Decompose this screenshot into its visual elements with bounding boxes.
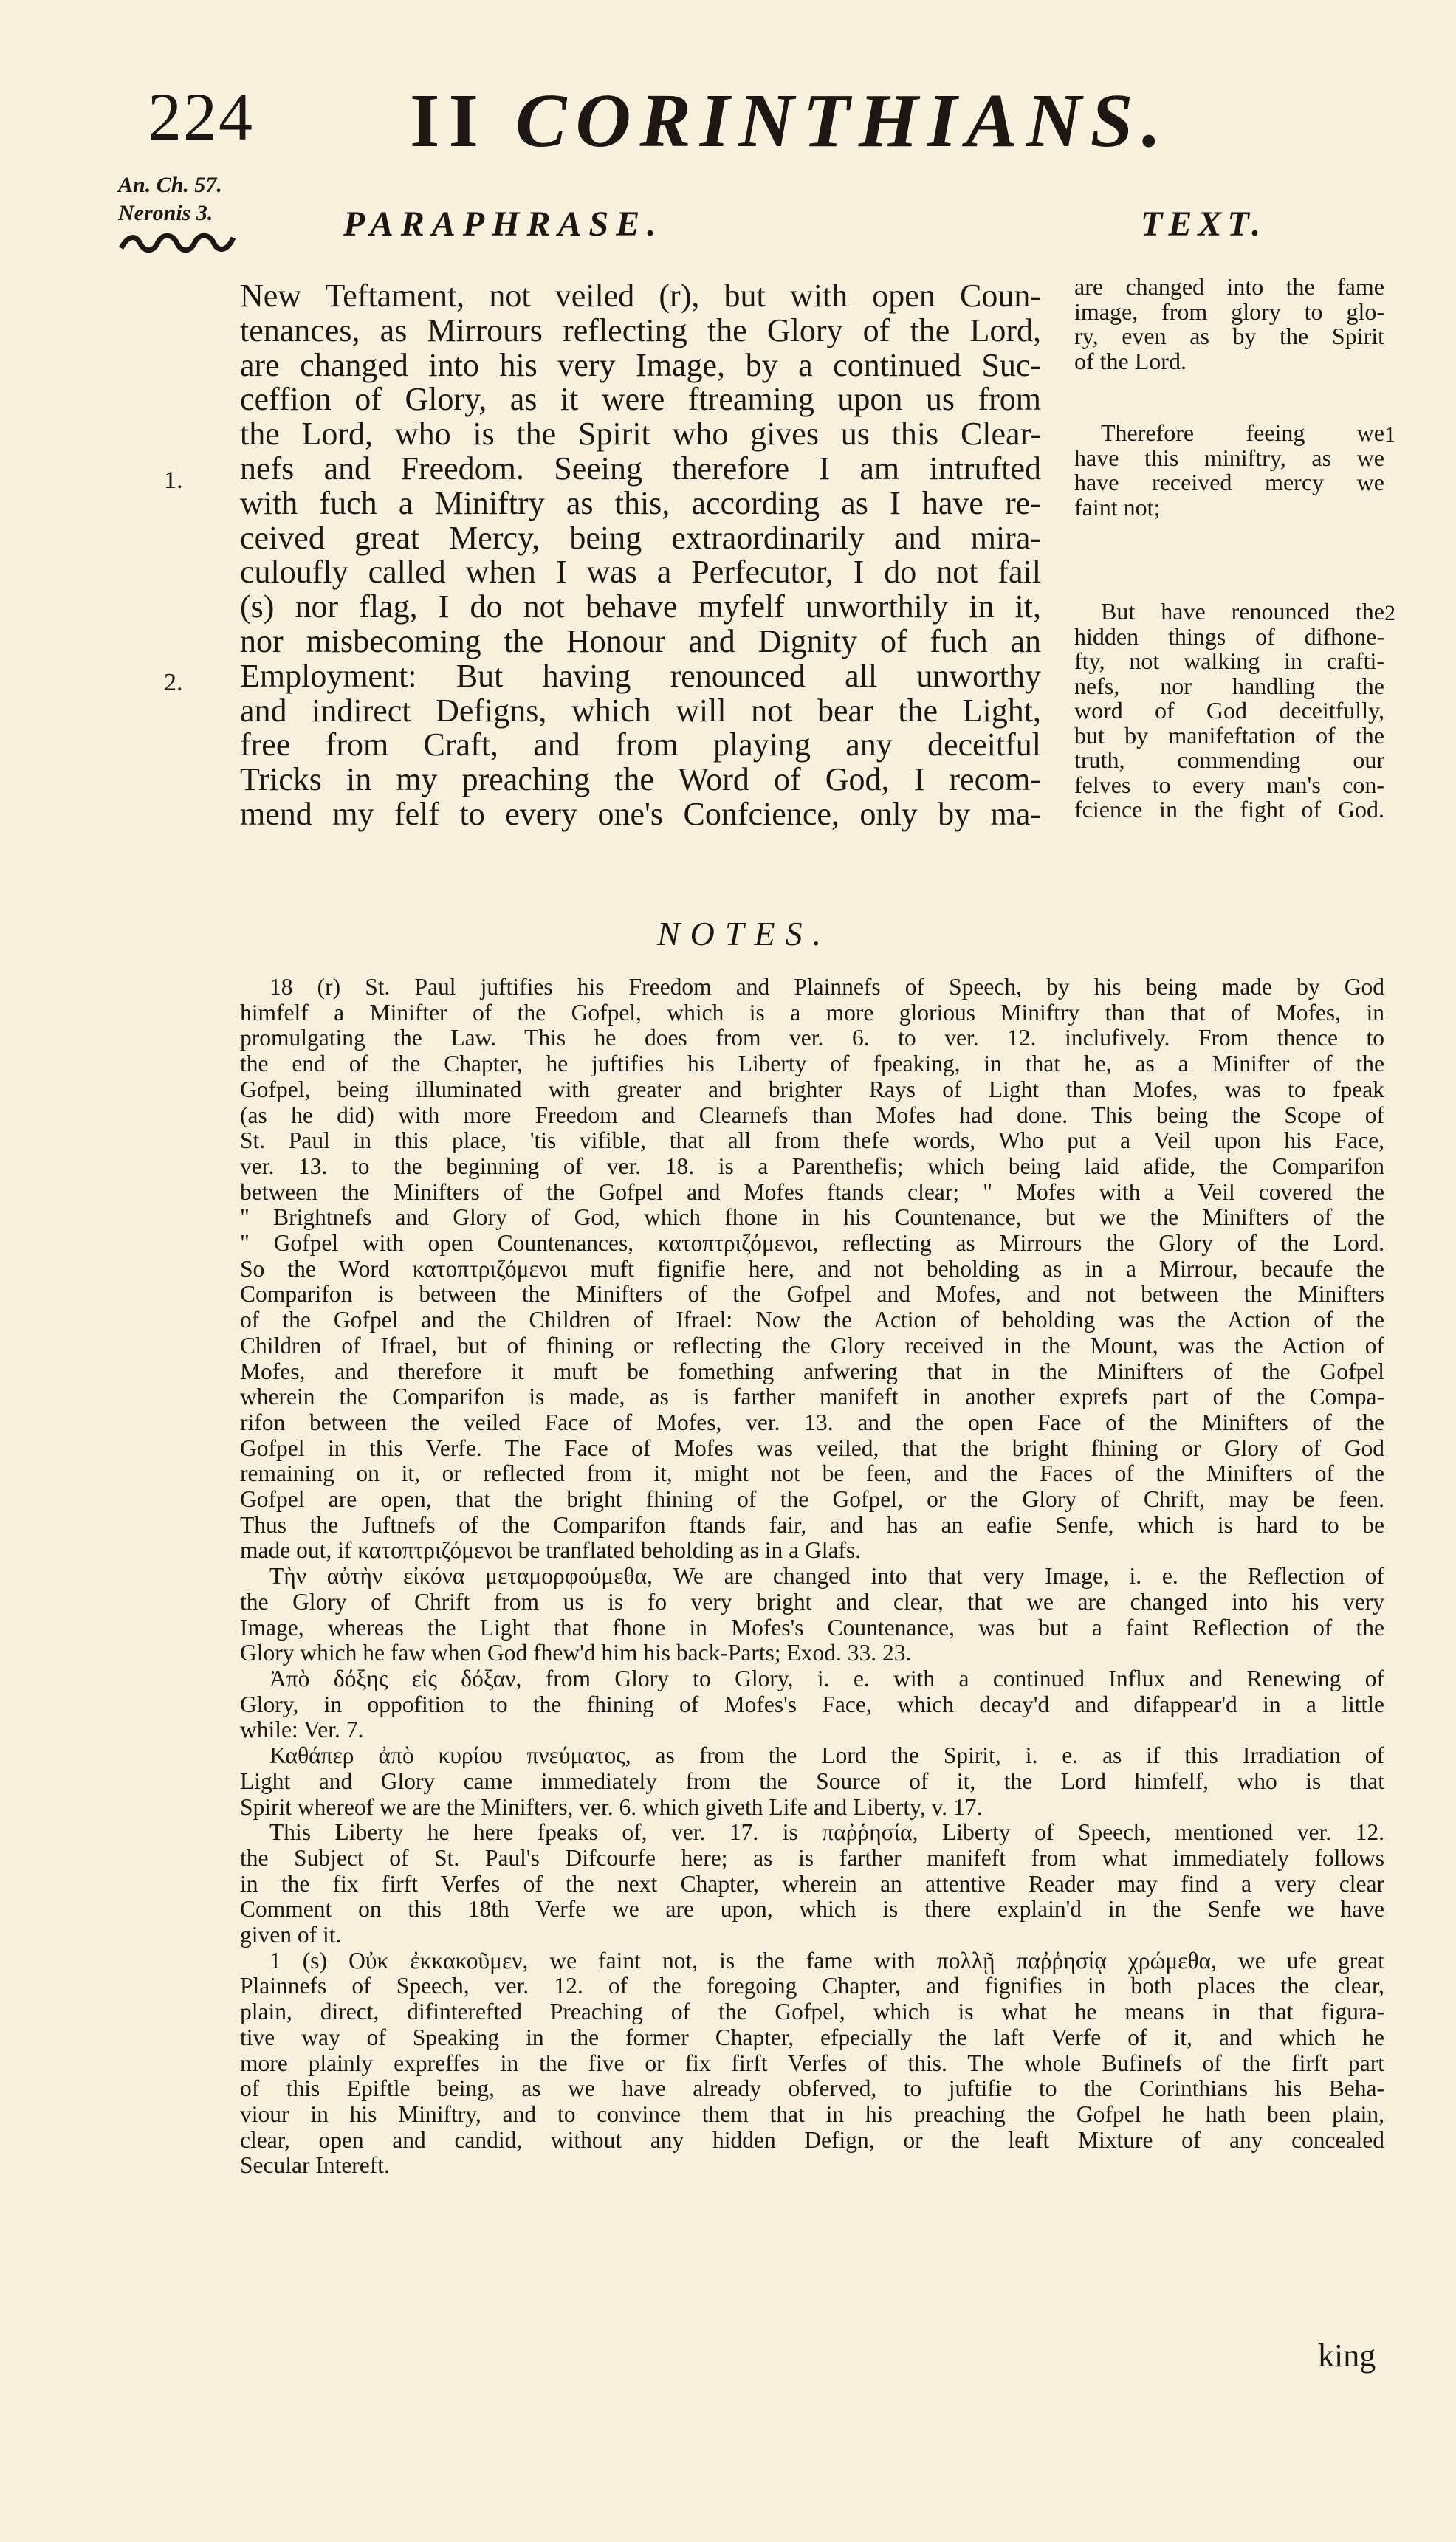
text-line: word of God deceitfully,: [1074, 697, 1384, 724]
text-line: hidden things of difhone-: [1074, 622, 1384, 650]
text-line: are changed into the fame: [1074, 273, 1384, 300]
notes-line: himfelf a Minifter of the Gofpel, which is a more glorious Miniftry than that of Mofes, in: [240, 999, 1384, 1026]
notes-line: St. Paul in this place, 'tis vifible, that all from thefe words, Who put a Veil upon his Face,: [240, 1127, 1384, 1154]
notes-line: between the Minifters of the Gofpel and Mofes ftands clear; " Mofes with a Veil covered the: [240, 1178, 1384, 1205]
notes-line: Light and Glory came immediately from the Source of it, the Lord himfelf, who is that: [240, 1768, 1384, 1794]
text-block: [1074, 275, 1384, 374]
notes-line: Spirit whereof we are the Minifters, ver. 6. which giveth Life and Liberty, v. 17.: [240, 1793, 983, 1820]
notes-line: the Glory of Chrift from us is fo very bright and clear, that we are changed into his very: [240, 1588, 1384, 1615]
text-line: of the Lord.: [1074, 347, 1187, 374]
notes-line: ver. 13. to the beginning of ver. 18. is a Parenthefis; which being laid afide, the Comparifon: [240, 1153, 1384, 1179]
notes-line: tive way of Speaking in the former Chapter, efpecially the laft Verfe of it, and which he: [240, 2024, 1384, 2050]
notes-line: " Brightnefs and Glory of God, which fhone in his Countenance, but we the Minifters of the: [240, 1204, 1384, 1231]
text-line: have this miniftry, as we: [1074, 444, 1384, 471]
paraphrase-line: mend my felf to every one's Confcience, only by ma-: [240, 795, 1041, 832]
paraphrase-line: ceived great Mercy, being extraordinarily and mira-: [240, 519, 1041, 556]
page-title: [410, 78, 1170, 163]
paraphrase-line: free from Craft, and from playing any deceitful: [240, 726, 1041, 763]
notes-line: Mofes, and therefore it muft be fomething anfwering that in the Minifters of the Gofpel: [240, 1358, 1384, 1384]
notes-body: [240, 975, 1384, 2179]
notes-line: Children of Ifrael, but of fhining or reflecting the Glory received in the Mount, was the Action of: [240, 1332, 1384, 1358]
text-line: fcience in the fight of God.: [1074, 796, 1384, 822]
notes-line: Τὴν αὐτὴν εἰκόνα μεταμορφούμεθα, We are changed into that very Image, i. e. the Reflection of: [269, 1563, 1384, 1590]
notes-line: more plainly expreffes in the five or fix firft Verfes of this. The whole Bufinefs of the firft part: [240, 2050, 1384, 2076]
paraphrase-line: culoufly called when I was a Perfecutor, I do not fail: [240, 554, 1041, 591]
notes-line: Gofpel, being illuminated with greater and brighter Rays of Light than Mofes, was to fpeak: [240, 1076, 1384, 1102]
paraphrase-line: (s) nor flag, I do not behave myfelf unworthily in it,: [240, 588, 1041, 625]
notes-line: viour in his Miniftry, and to convince them that in his preaching the Gofpel he hath been plain,: [240, 2100, 1384, 2127]
notes-line: promulgating the Law. This he does from ver. 6. to ver. 12. inclufively. From thence to: [240, 1025, 1384, 1051]
text-line: have received mercy we: [1074, 469, 1384, 495]
notes-line: Comparifon is between the Minifters of the Gofpel and Mofes, and not between the Minifters: [240, 1281, 1384, 1308]
notes-heading: NOTES.: [657, 915, 832, 952]
notes-line: " Gofpel with open Countenances, κατοπτριζόμενοι, reflecting as Mirrours the Glory of the Lord.: [240, 1230, 1384, 1257]
catchword: king: [1318, 2337, 1376, 2374]
text-line: faint not;: [1074, 493, 1161, 521]
notes-line: (as he did) with more Freedom and Clearnefs than Mofes had done. This being the Scope of: [240, 1102, 1384, 1128]
column-head-text: TEXT.: [1141, 205, 1267, 244]
text-line: nefs, nor handling the: [1074, 672, 1384, 699]
notes-line: clear, open and candid, without any hidden Defign, or the leaft Mixture of any concealed: [240, 2126, 1384, 2153]
text-line: truth, commending our: [1074, 746, 1384, 773]
text-line: ry, even as by the Spirit: [1074, 323, 1384, 349]
notes-line: Image, whereas the Light that fhone in Mofes's Countenance, was but a faint Reflection of the: [240, 1614, 1384, 1641]
text-verse-number: 2: [1384, 601, 1395, 625]
notes-line: Καθάπερ ἀπὸ κυρίου πνεύματος, as from the Lord the Spirit, i. e. as if this Irradiation of: [269, 1742, 1384, 1769]
margin-date-line: An. Ch. 57.: [118, 173, 222, 197]
paraphrase-line: New Teftament, not veiled (r), but with open Coun-: [240, 278, 1041, 314]
text-block: [1074, 421, 1384, 520]
notes-line: Secular Intereft.: [240, 2152, 390, 2179]
notes-line: Gofpel in this Verfe. The Face of Mofes was veiled, that the bright fhining or Glory of God: [240, 1435, 1384, 1461]
notes-line: of this Epiftle being, as we have already obferved, to juftifie to the Corinthians his Beha-: [240, 2075, 1384, 2102]
notes-line: 18 (r) St. Paul juftifies his Freedom and Plainnefs of Speech, by his being made by God: [269, 974, 1384, 1000]
notes-line: remaining on it, or reflected from it, might not be feen, and the Faces of the Minifters of the: [240, 1460, 1384, 1487]
margin-date-line: Neronis 3.: [118, 201, 213, 225]
paraphrase-line: nor misbecoming the Honour and Dignity of fuch an: [240, 622, 1041, 659]
notes-line: made out, if κατοπτριζόμενοι be tranflated beholding as in a Glafs.: [240, 1537, 862, 1564]
paraphrase-line: with fuch a Miniftry as this, according as I have re-: [240, 484, 1041, 521]
paraphrase-line: the Lord, who is the Spirit who gives us this Clear-: [240, 416, 1041, 453]
margin-date: [118, 171, 222, 227]
page-number: 224: [148, 79, 254, 154]
paraphrase-verse-number: 2.: [164, 669, 183, 696]
notes-line: of the Gofpel and the Children of Ifrael: Now the Action of beholding was the Action of the: [240, 1307, 1384, 1333]
paraphrase-line: tenances, as Mirrours reflecting the Glory of the Lord,: [240, 312, 1041, 348]
paraphrase-line: and indirect Defigns, which will not bear the Light,: [240, 692, 1041, 729]
text-line: but by manifeftation of the: [1074, 721, 1384, 749]
notes-line: plain, direct, difinterefted Preaching of the Gofpel, which is what he means in that figura-: [240, 1999, 1384, 2025]
paraphrase-line: nefs and Freedom. Seeing therefore I am intrufted: [240, 450, 1041, 487]
notes-line: the end of the Chapter, he juftifies his Liberty of fpeaking, in that he, as a Minifter of the: [240, 1051, 1384, 1077]
notes-line: the Subject of St. Paul's Difcourfe here; as is farther manifeft from what immediately follows: [240, 1844, 1384, 1871]
notes-line: Gofpel are open, that the bright fhining of the Gofpel, or the Glory of Chrift, may be feen.: [240, 1486, 1384, 1513]
notes-line: Glory which he faw when God fhew'd him his back-Parts; Exod. 33. 23.: [240, 1640, 912, 1666]
text-line: But have renounced the: [1101, 598, 1384, 625]
paraphrase-line: ceffion of Glory, as it were ftreaming upon us from: [240, 381, 1041, 418]
notes-line: Ἀπὸ δόξης εἰς δόξαν, from Glory to Glory, i. e. with a continued Influx and Renewing of: [269, 1665, 1384, 1691]
text-line: image, from glory to glo-: [1074, 298, 1384, 325]
notes-line: Thus the Juftnefs of the Comparifon ftands fair, and has an eafie Senfe, which is hard to be: [240, 1511, 1384, 1538]
text-line: felves to every man's con-: [1074, 771, 1384, 798]
notes-line: This Liberty he here fpeaks of, ver. 17. is παῤῥησία, Liberty of Speech, mentioned ver. 12.: [269, 1819, 1384, 1846]
title-main: CORINTHIANS.: [515, 78, 1170, 163]
paraphrase-body: [240, 279, 1041, 832]
title-roman: II: [410, 78, 487, 163]
notes-line: 1 (s) Οὐκ ἐκκακοῦμεν, we faint not, is the fame with πολλῇ παῤῥησίᾳ χρώμεθα, we ufe great: [269, 1947, 1384, 1974]
text-verse-number: 1: [1384, 422, 1395, 447]
text-line: fty, not walking in crafti-: [1074, 647, 1384, 674]
notes-line: So the Word κατοπτριζόμενοι muft fignifie here, and not beholding as in a Mirrour, becaufe the: [240, 1255, 1384, 1282]
notes-line: wherein the Comparifon is made, as is farther manifeft in another exprefs part of the Compa-: [240, 1384, 1384, 1410]
ornament-icon: [118, 232, 236, 254]
notes-line: Comment on this 18th Verfe we are upon, which is there explain'd in the Senfe we have: [240, 1896, 1384, 1923]
paraphrase-line: are changed into his very Image, by a continued Suc-: [240, 346, 1041, 383]
notes-line: Glory, in oppofition to the fhining of Mofes's Face, which decay'd and difappear'd in a little: [240, 1691, 1384, 1717]
text-block: [1074, 600, 1384, 822]
notes-line: in the fix firft Verfes of the next Chapter, wherein an attentive Reader may find a very clear: [240, 1870, 1384, 1897]
text-line: Therefore feeing we: [1101, 419, 1384, 446]
notes-line: while: Ver. 7.: [240, 1717, 364, 1743]
notes-line: rifon between the veiled Face of Mofes, ver. 13. and the open Face of the Minifters of the: [240, 1409, 1384, 1435]
paraphrase-line: Employment: But having renounced all unworthy: [240, 657, 1041, 694]
paraphrase-line: Tricks in my preaching the Word of God, I recom-: [240, 761, 1041, 798]
notes-line: given of it.: [240, 1922, 342, 1948]
notes-line: Plainnefs of Speech, ver. 12. of the foregoing Chapter, and fignifies in both places the clear,: [240, 1973, 1384, 1999]
paraphrase-verse-number: 1.: [164, 467, 183, 494]
column-head-paraphrase: PARAPHRASE.: [343, 205, 664, 244]
